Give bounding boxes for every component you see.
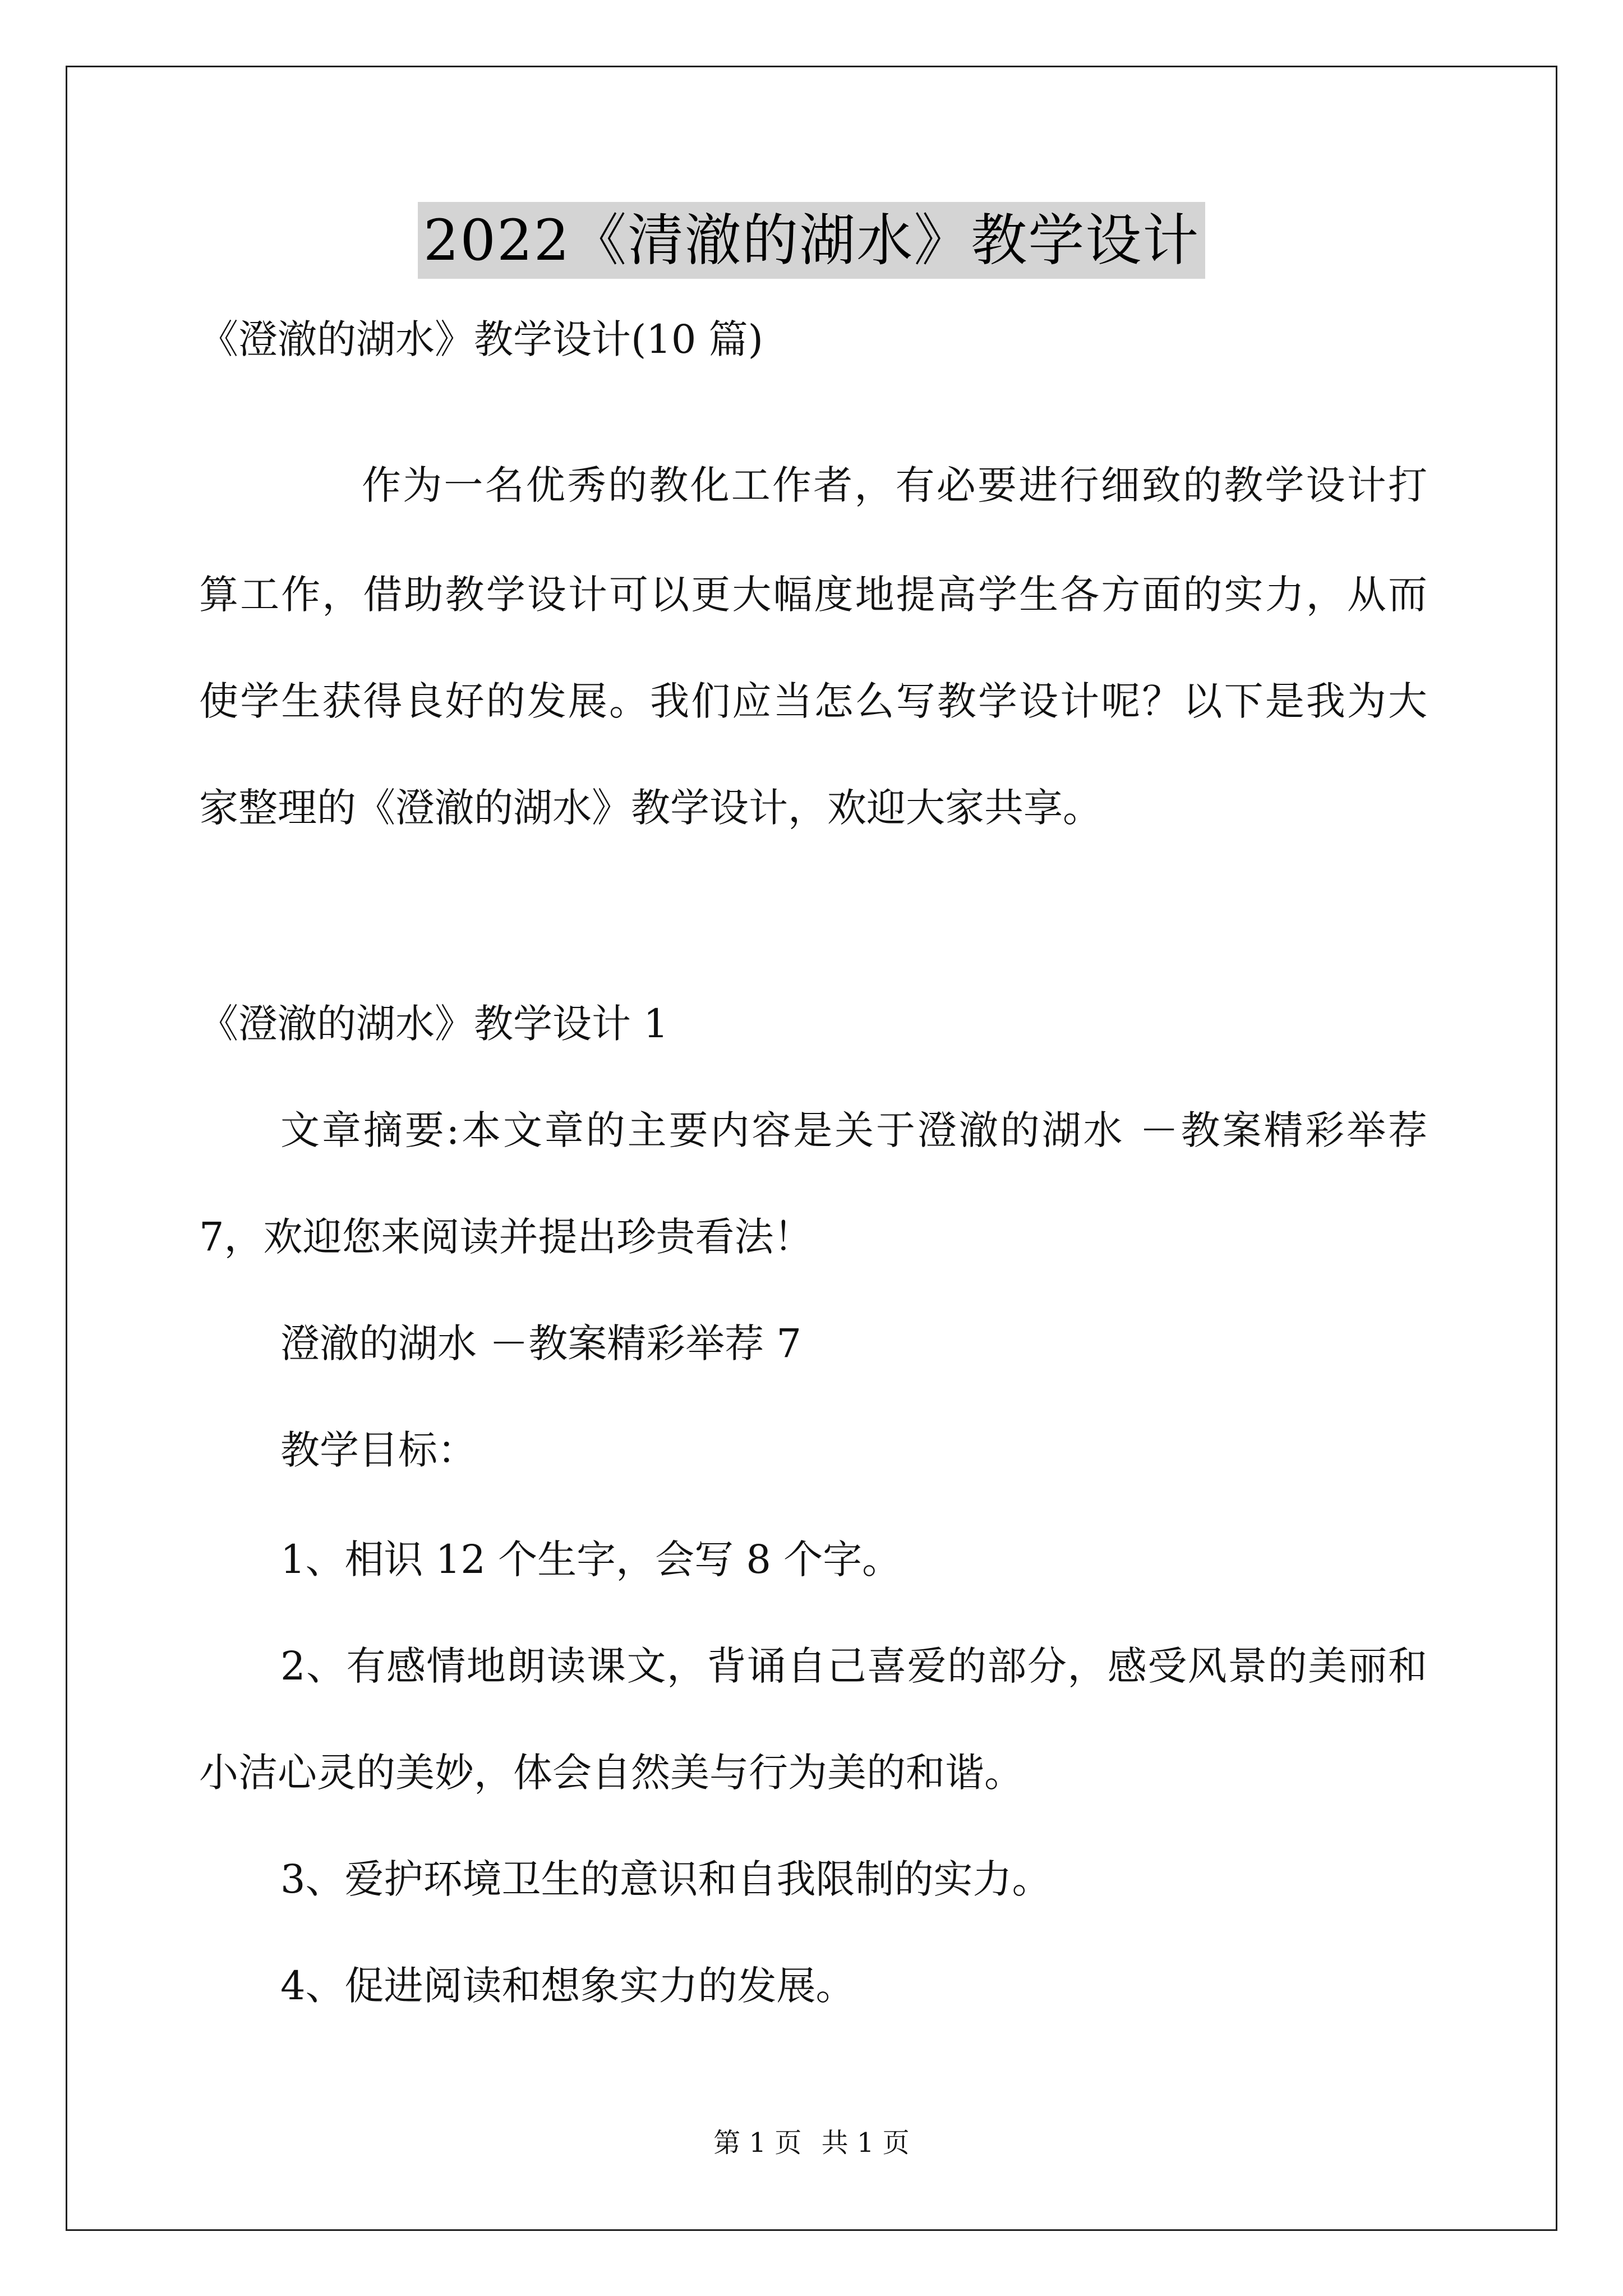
intro-line-4: 家整理的《澄澈的湖水》教学设计，欢迎大家共享。	[199, 785, 1102, 831]
page-current: 第 1 页	[713, 2127, 802, 2159]
goals-heading: 教学目标：	[280, 1427, 477, 1473]
page-total: 共 1 页	[821, 2127, 910, 2159]
abstract-line-1: 文章摘要:本文章的主要内容是关于澄澈的湖水 －教案精彩举荐	[280, 1107, 1427, 1153]
goal-1: 1、相识 12 个生字，会写 8 个字。	[280, 1536, 902, 1582]
title-container	[0, 202, 1623, 279]
goal-3: 3、爱护环境卫生的意识和自我限制的实力。	[280, 1856, 1052, 1902]
goal-4: 4、促进阅读和想象实力的发展。	[280, 1963, 855, 2009]
recommend-line: 澄澈的湖水 －教案精彩举荐 7	[280, 1320, 802, 1366]
abstract-line-2: 7，欢迎您来阅读并提出珍贵看法！	[199, 1214, 813, 1260]
intro-line-1: 作为一名优秀的教化工作者，有必要进行细致的教学设计打	[362, 462, 1427, 508]
page-footer	[0, 2126, 1623, 2160]
subtitle: 《澄澈的湖水》教学设计(10 篇)	[199, 316, 763, 362]
document-title: 2022《清澈的湖水》教学设计	[418, 202, 1206, 279]
goal-2-line-2: 小洁心灵的美妙，体会自然美与行为美的和谐。	[199, 1750, 1023, 1796]
section-heading: 《澄澈的湖水》教学设计 1	[199, 1001, 668, 1047]
intro-line-3: 使学生获得良好的发展。我们应当怎么写教学设计呢？以下是我为大	[199, 678, 1427, 724]
intro-line-2: 算工作，借助教学设计可以更大幅度地提高学生各方面的实力，从而	[199, 572, 1427, 618]
goal-2-line-1: 2、有感情地朗读课文，背诵自己喜爱的部分，感受风景的美丽和	[280, 1643, 1427, 1689]
